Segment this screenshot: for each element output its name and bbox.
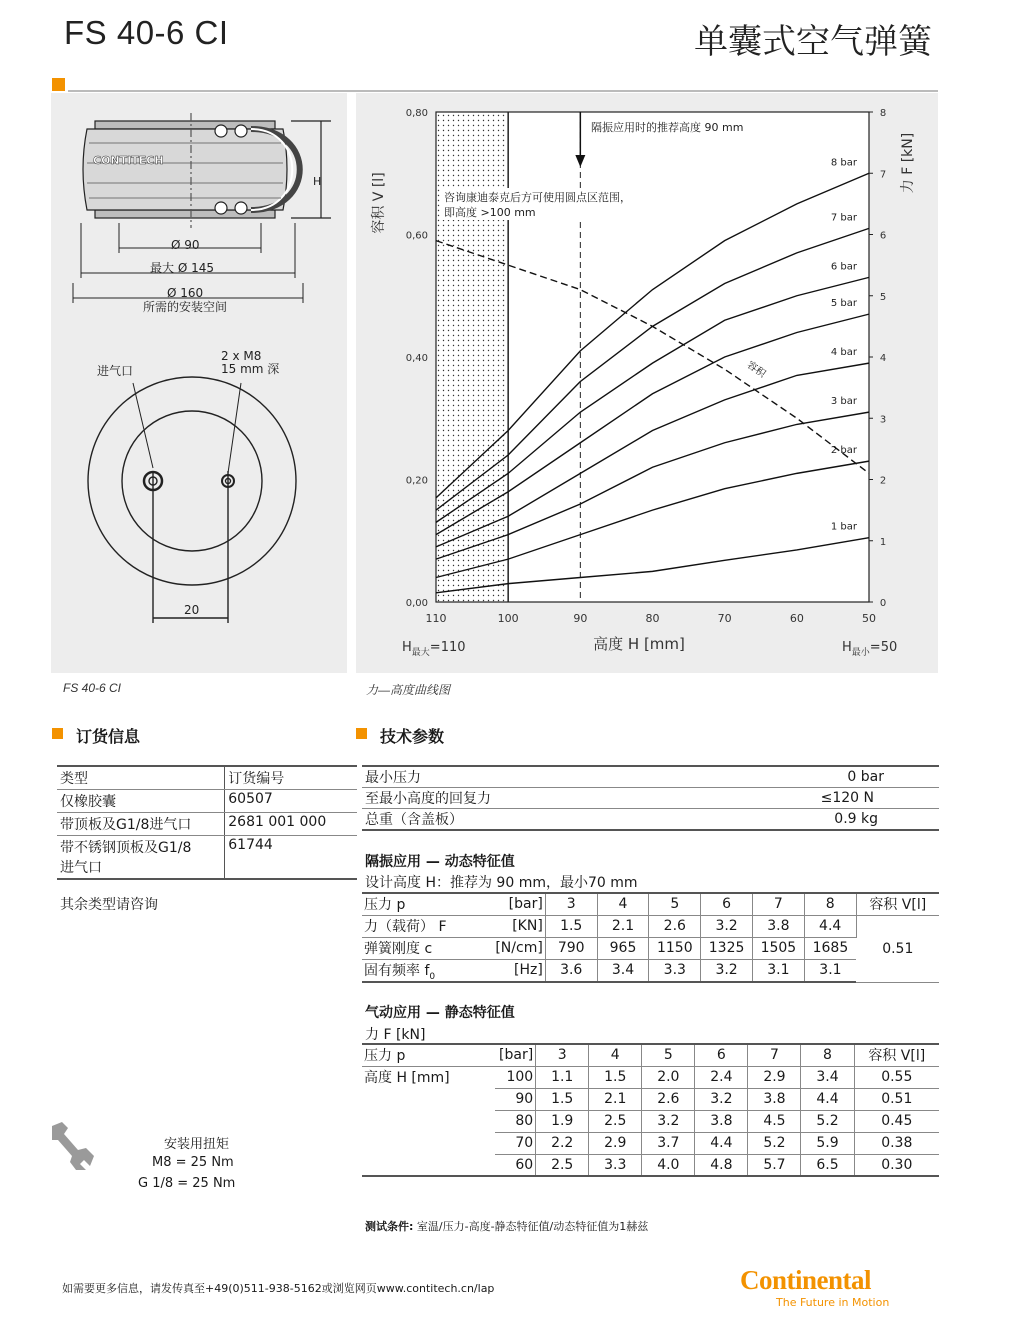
curve-label: 3 bar <box>830 396 857 408</box>
table-cell: 仅橡胶囊 <box>57 790 225 813</box>
inner-diameter: Ø 90 <box>171 238 200 252</box>
table-row <box>57 836 357 880</box>
y-right-tick-label: 7 <box>879 169 887 181</box>
y-right-tick-label: 6 <box>879 230 887 242</box>
dynamic-table <box>362 892 939 983</box>
table-row: 高度 H [mm] 100 1.1 1.5 2.0 2.4 2.9 3.4 0.55 <box>362 1066 939 1088</box>
table-cell: 带顶板及G1/8进气口 <box>57 813 225 836</box>
chart-panel <box>356 93 938 673</box>
y-left-tick-label: 0,00 <box>405 598 428 609</box>
static-table <box>362 1043 939 1177</box>
y-right-tick-label: 5 <box>879 291 887 303</box>
curve-label: 4 bar <box>830 347 857 359</box>
dynamic-title: 隔振应用 — 动态特征值 <box>365 854 515 870</box>
table-row: 力（载荷） F [KN] 1.5 2.1 2.6 3.2 3.8 4.4 0.51 <box>362 915 939 937</box>
torque-m8: M8 = 25 Nm <box>152 1155 234 1170</box>
torque-title: 安装用扭矩 <box>164 1137 230 1152</box>
height-dimension: H <box>313 175 322 188</box>
tech-title: 技术参数 <box>380 727 445 746</box>
table-row: 90 1.5 2.1 2.6 3.2 3.8 4.4 0.51 <box>362 1088 939 1110</box>
table-row: 最小压力 0 bar <box>362 766 939 788</box>
page-title: 单囊式空气弹簧 <box>694 22 932 62</box>
technical-drawing <box>51 93 347 673</box>
curve-label: 2 bar <box>830 445 857 457</box>
outer-circle <box>88 377 296 585</box>
table-row <box>57 813 357 836</box>
y-left-tick-label: 0,80 <box>405 108 428 119</box>
thread-label: 2 x M8 <box>221 349 262 363</box>
curve-label: 6 bar <box>830 261 857 273</box>
table-row: 压力 p [bar] 3 4 5 6 7 8 容积 V[l] <box>362 893 939 915</box>
table-row: 至最小高度的回复力 ≤120 N <box>362 788 939 809</box>
inlet-label: 进气口 <box>97 364 134 378</box>
x-tick-label: 50 <box>862 612 876 625</box>
chart-caption: 力—高度曲线图 <box>366 683 451 697</box>
space-label: 所需的安装空间 <box>143 300 228 314</box>
force-height-chart <box>356 93 938 673</box>
volume-curve-label: 容积 <box>744 359 768 381</box>
top-plate <box>95 121 275 129</box>
table-cell: 60507 <box>225 790 357 813</box>
product-model: FS 40-6 CI <box>64 14 229 51</box>
y-left-tick-label: 0,60 <box>405 230 428 242</box>
y-left-label: 容积 V [l] <box>371 172 387 234</box>
depth-label: 15 mm 深 <box>221 362 280 376</box>
curve-label: 7 bar <box>830 212 857 224</box>
table-row: 80 1.9 2.5 3.2 3.8 4.5 5.2 0.45 <box>362 1110 939 1132</box>
dynamic-subtitle: 设计高度 H：推荐为 90 mm，最小70 mm <box>365 875 638 891</box>
brand-slogan: The Future in Motion <box>776 1296 890 1309</box>
curve-label: 5 bar <box>830 298 857 310</box>
dynamic-volume: 0.51 <box>856 915 939 982</box>
basic-params-table <box>362 765 939 831</box>
x-tick-label: 70 <box>717 612 732 625</box>
static-subtitle: 力 F [kN] <box>365 1027 426 1043</box>
y-left-tick-label: 0,20 <box>405 475 428 487</box>
x-tick-label: 60 <box>789 612 804 625</box>
x-tick-label: 90 <box>573 612 588 625</box>
table-cell: 类型 <box>57 766 225 790</box>
y-right-label: 力 F [kN] <box>900 132 916 194</box>
table-row <box>57 790 357 813</box>
dotted-annotation-line1: 咨询康迪泰克后方可使用圆点区范围， <box>444 191 631 204</box>
dotted-annotation-line2: 即高度 >100 mm <box>444 206 536 219</box>
curve-label: 8 bar <box>830 157 857 169</box>
y-right-tick-label: 4 <box>879 353 887 364</box>
ordering-title: 订货信息 <box>76 727 141 746</box>
h-min-label: $H_{最小}=50$ <box>842 640 898 658</box>
table-cell: 2681 001 000 <box>225 813 357 836</box>
recommend-annotation: 隔振应用时的推荐高度 90 mm <box>591 121 744 134</box>
table-row: 压力 p [bar] 3 4 5 6 7 8 容积 V[l] <box>362 1044 939 1066</box>
distance-label: 20 <box>184 603 200 617</box>
y-left-tick-label: 0,40 <box>405 353 428 364</box>
static-title: 气动应用 — 静态特征值 <box>365 1005 515 1021</box>
header-rule <box>68 90 938 92</box>
ordering-note: 其余类型请咨询 <box>60 897 158 913</box>
footer-contact: 如需要更多信息，请发传真至+49(0)511-938-5162或浏览网页www.contitech.cn/lap <box>62 1282 495 1295</box>
table-row: 固有频率 $f_0$ [Hz] 3.6 3.4 3.3 3.2 3.1 3.1 <box>362 959 939 982</box>
accent-square <box>52 78 65 91</box>
bottom-plate <box>95 210 275 218</box>
table-row: 总重（含盖板） 0.9 kg <box>362 809 939 831</box>
x-tick-label: 100 <box>497 612 519 625</box>
y-right-tick-label: 8 <box>879 108 887 119</box>
table-row: 70 2.2 2.9 3.7 4.4 5.2 5.9 0.38 <box>362 1132 939 1154</box>
x-tick-label: 80 <box>645 612 660 625</box>
y-right-tick-label: 2 <box>879 475 887 487</box>
table-row: 60 2.5 3.3 4.0 4.8 5.7 6.5 0.30 <box>362 1154 939 1176</box>
max-diameter: 最大 Ø 145 <box>150 261 214 275</box>
continental-logo: Continental <box>740 1265 872 1295</box>
table-row: 弹簧刚度 c [N/cm] 790 965 1150 1325 1505 1685 <box>362 937 939 959</box>
tech-bullet <box>356 728 367 739</box>
x-tick-label: 110 <box>425 612 447 625</box>
curve-label: 1 bar <box>830 521 857 533</box>
ordering-table <box>57 765 357 880</box>
table-cell: 带不锈钢顶板及G1/8 进气口 <box>57 836 225 880</box>
bellows-brand: CONTITECH <box>93 154 164 167</box>
x-axis-label: 高度 H [mm] <box>593 635 685 653</box>
table-cell: 61744 <box>225 836 357 880</box>
torque-g18: G 1/8 = 25 Nm <box>138 1176 236 1191</box>
table-row <box>57 766 357 790</box>
y-right-tick-label: 1 <box>879 536 887 548</box>
test-conditions: 测试条件: 室温/压力-高度-静态特征值/动态特征值为1赫兹 <box>365 1220 649 1233</box>
ordering-bullet <box>52 728 63 739</box>
h-max-label: $H_{最大}=110$ <box>402 640 466 658</box>
y-right-tick-label: 3 <box>879 414 887 426</box>
drawing-caption: FS 40-6 CI <box>63 681 122 695</box>
table-cell: 订货编号 <box>225 766 357 790</box>
wrench-icon <box>48 1120 96 1172</box>
space-diameter: Ø 160 <box>167 286 204 300</box>
drawing-panel <box>51 93 347 673</box>
y-right-tick-label: 0 <box>879 598 887 609</box>
